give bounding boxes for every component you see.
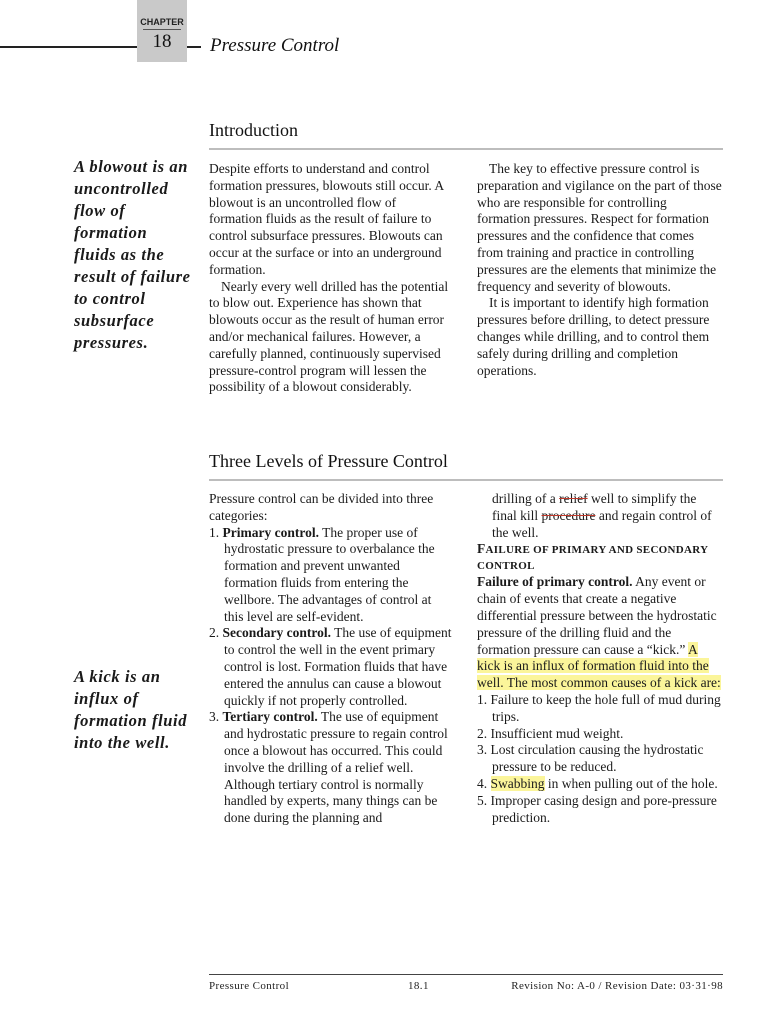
- intro-column-1: [209, 161, 449, 396]
- control-levels-list: [209, 525, 452, 827]
- list-number: 3.: [477, 742, 488, 758]
- levels-intro: Pressure control can be divided into three categories:: [209, 491, 434, 523]
- list-term: Tertiary control.: [222, 709, 318, 725]
- chapter-label: CHAPTER: [140, 17, 184, 27]
- levels-column-1: [209, 491, 452, 827]
- failure-subheading: [477, 541, 723, 574]
- intro-paragraph: The key to effective pressure control is preparation and vigilance on the part of those who are responsible for controlling formation pressures. Respect for formation pressures and the confidence that comes from training and practice in controlling pressures are the elements that minimize the frequency and severity of blowouts.: [477, 161, 722, 294]
- chapter-badge: [137, 0, 187, 62]
- continuation-text: and regain control of the well.: [492, 507, 712, 540]
- list-number: 3.: [209, 709, 220, 725]
- list-number: 2.: [477, 725, 488, 741]
- failure-text: Any event or chain of events that create a negative differential pressure between the hydrostatic pressure of the drilling fluid and the formation pressure can cause a “kick.”: [477, 574, 717, 657]
- highlighted-text: A kick is an influx of formation fluid into the well. The most common causes of a kick are:: [477, 641, 721, 691]
- list-item: [209, 525, 452, 626]
- chapter-title: Pressure Control: [210, 35, 340, 56]
- header-rule-left: [0, 46, 137, 48]
- levels-column-2: [477, 491, 723, 826]
- list-item: [477, 692, 723, 726]
- blowout-pull-quote: A blowout is an uncontrolled flow of formation fluids as the result of failure to control subsurface pressures.: [74, 157, 191, 352]
- list-continuation: [477, 491, 723, 541]
- revision-info: Revision No: A-0 / Revision Date: 03·31·98: [511, 980, 723, 992]
- intro-paragraph: Nearly every well drilled has the potential to blow out. Experience has shown that blowouts occur as the result of human error and/or mechanical failures. However, a carefully planned, continuously supervised pressure-control program will lessen the possibility of a blowout considerably.: [209, 278, 449, 395]
- failure-paragraph: [477, 574, 723, 692]
- header-rule-right: [187, 46, 201, 48]
- footer-rule: [209, 974, 723, 975]
- highlighted-text: Swabbing: [490, 775, 545, 791]
- struck-word: relief: [559, 491, 588, 506]
- failure-term: Failure of primary control.: [477, 574, 633, 590]
- list-item: [209, 709, 452, 827]
- list-text: The use of equipment and hydrostatic pressure to regain control once a blowout has occurred. This could involve the drilling of a relief well. Although tertiary control is normally handled by experts, many things can be done during the planning and: [224, 709, 448, 826]
- chapter-divider: [143, 29, 181, 30]
- list-text: Insufficient mud weight.: [490, 725, 624, 741]
- list-number: 5.: [477, 792, 488, 808]
- list-text: Lost circulation causing the hydrostatic pressure to be reduced.: [490, 742, 704, 775]
- kick-pull-quote: A kick is an influx of formation fluid into the well.: [74, 667, 188, 752]
- continuation-text: well to simplify the final kill: [492, 491, 697, 523]
- page-number: 18.1: [408, 980, 429, 992]
- intro-column-2: [477, 161, 723, 379]
- list-term: Primary control.: [222, 524, 319, 540]
- list-text: Failure to keep the hole full of mud during trips.: [490, 691, 721, 724]
- list-text: Improper casing design and pore-pressure prediction.: [490, 792, 717, 825]
- list-number: 2.: [209, 625, 220, 641]
- levels-heading: Three Levels of Pressure Control: [209, 451, 448, 471]
- list-item: [477, 793, 723, 827]
- list-item: [477, 742, 723, 776]
- list-number: 1.: [209, 524, 220, 540]
- intro-paragraph: Despite efforts to understand and control formation pressures, blowouts still occur. A blowout is an uncontrolled flow of formation fluids as the result of failure to control subsurface pressures. Blowouts can occur at the surface or into an underground formation.: [209, 161, 444, 277]
- struck-word: procedure: [541, 507, 596, 523]
- subheading-rest: AILURE OF PRIMARY AND SECONDARY CONTROL: [477, 544, 708, 573]
- list-item: [477, 776, 723, 793]
- levels-rule: [209, 479, 723, 481]
- footer-title: Pressure Control: [209, 980, 290, 992]
- list-term: Secondary control.: [222, 625, 331, 641]
- list-number: 1.: [477, 691, 488, 707]
- list-text: in when pulling out of the hole.: [544, 775, 718, 791]
- chapter-number: 18: [152, 31, 172, 52]
- list-text: The use of equipment to control the well in the event primary control is lost. Formation fluids that have entered the annulus can cause a blowout quickly if not properly controlled.: [224, 625, 452, 708]
- intro-heading: Introduction: [209, 120, 298, 140]
- intro-rule: [209, 148, 723, 150]
- list-number: 4.: [477, 775, 488, 791]
- kick-causes-list: [477, 692, 723, 826]
- list-text: The proper use of hydrostatic pressure to overbalance the formation and prevent unwanted formation fluids from entering the wellbore. The advantages of control at this level are self-evident.: [224, 524, 435, 624]
- intro-paragraph: It is important to identify high formation pressures before drilling, to detect pressure changes while drilling, and to control them safely during drilling and completion operations.: [477, 295, 710, 378]
- list-item: [209, 625, 452, 709]
- subheading-initial: F: [477, 541, 486, 557]
- continuation-text: drilling of a: [492, 491, 560, 506]
- list-item: [477, 726, 723, 743]
